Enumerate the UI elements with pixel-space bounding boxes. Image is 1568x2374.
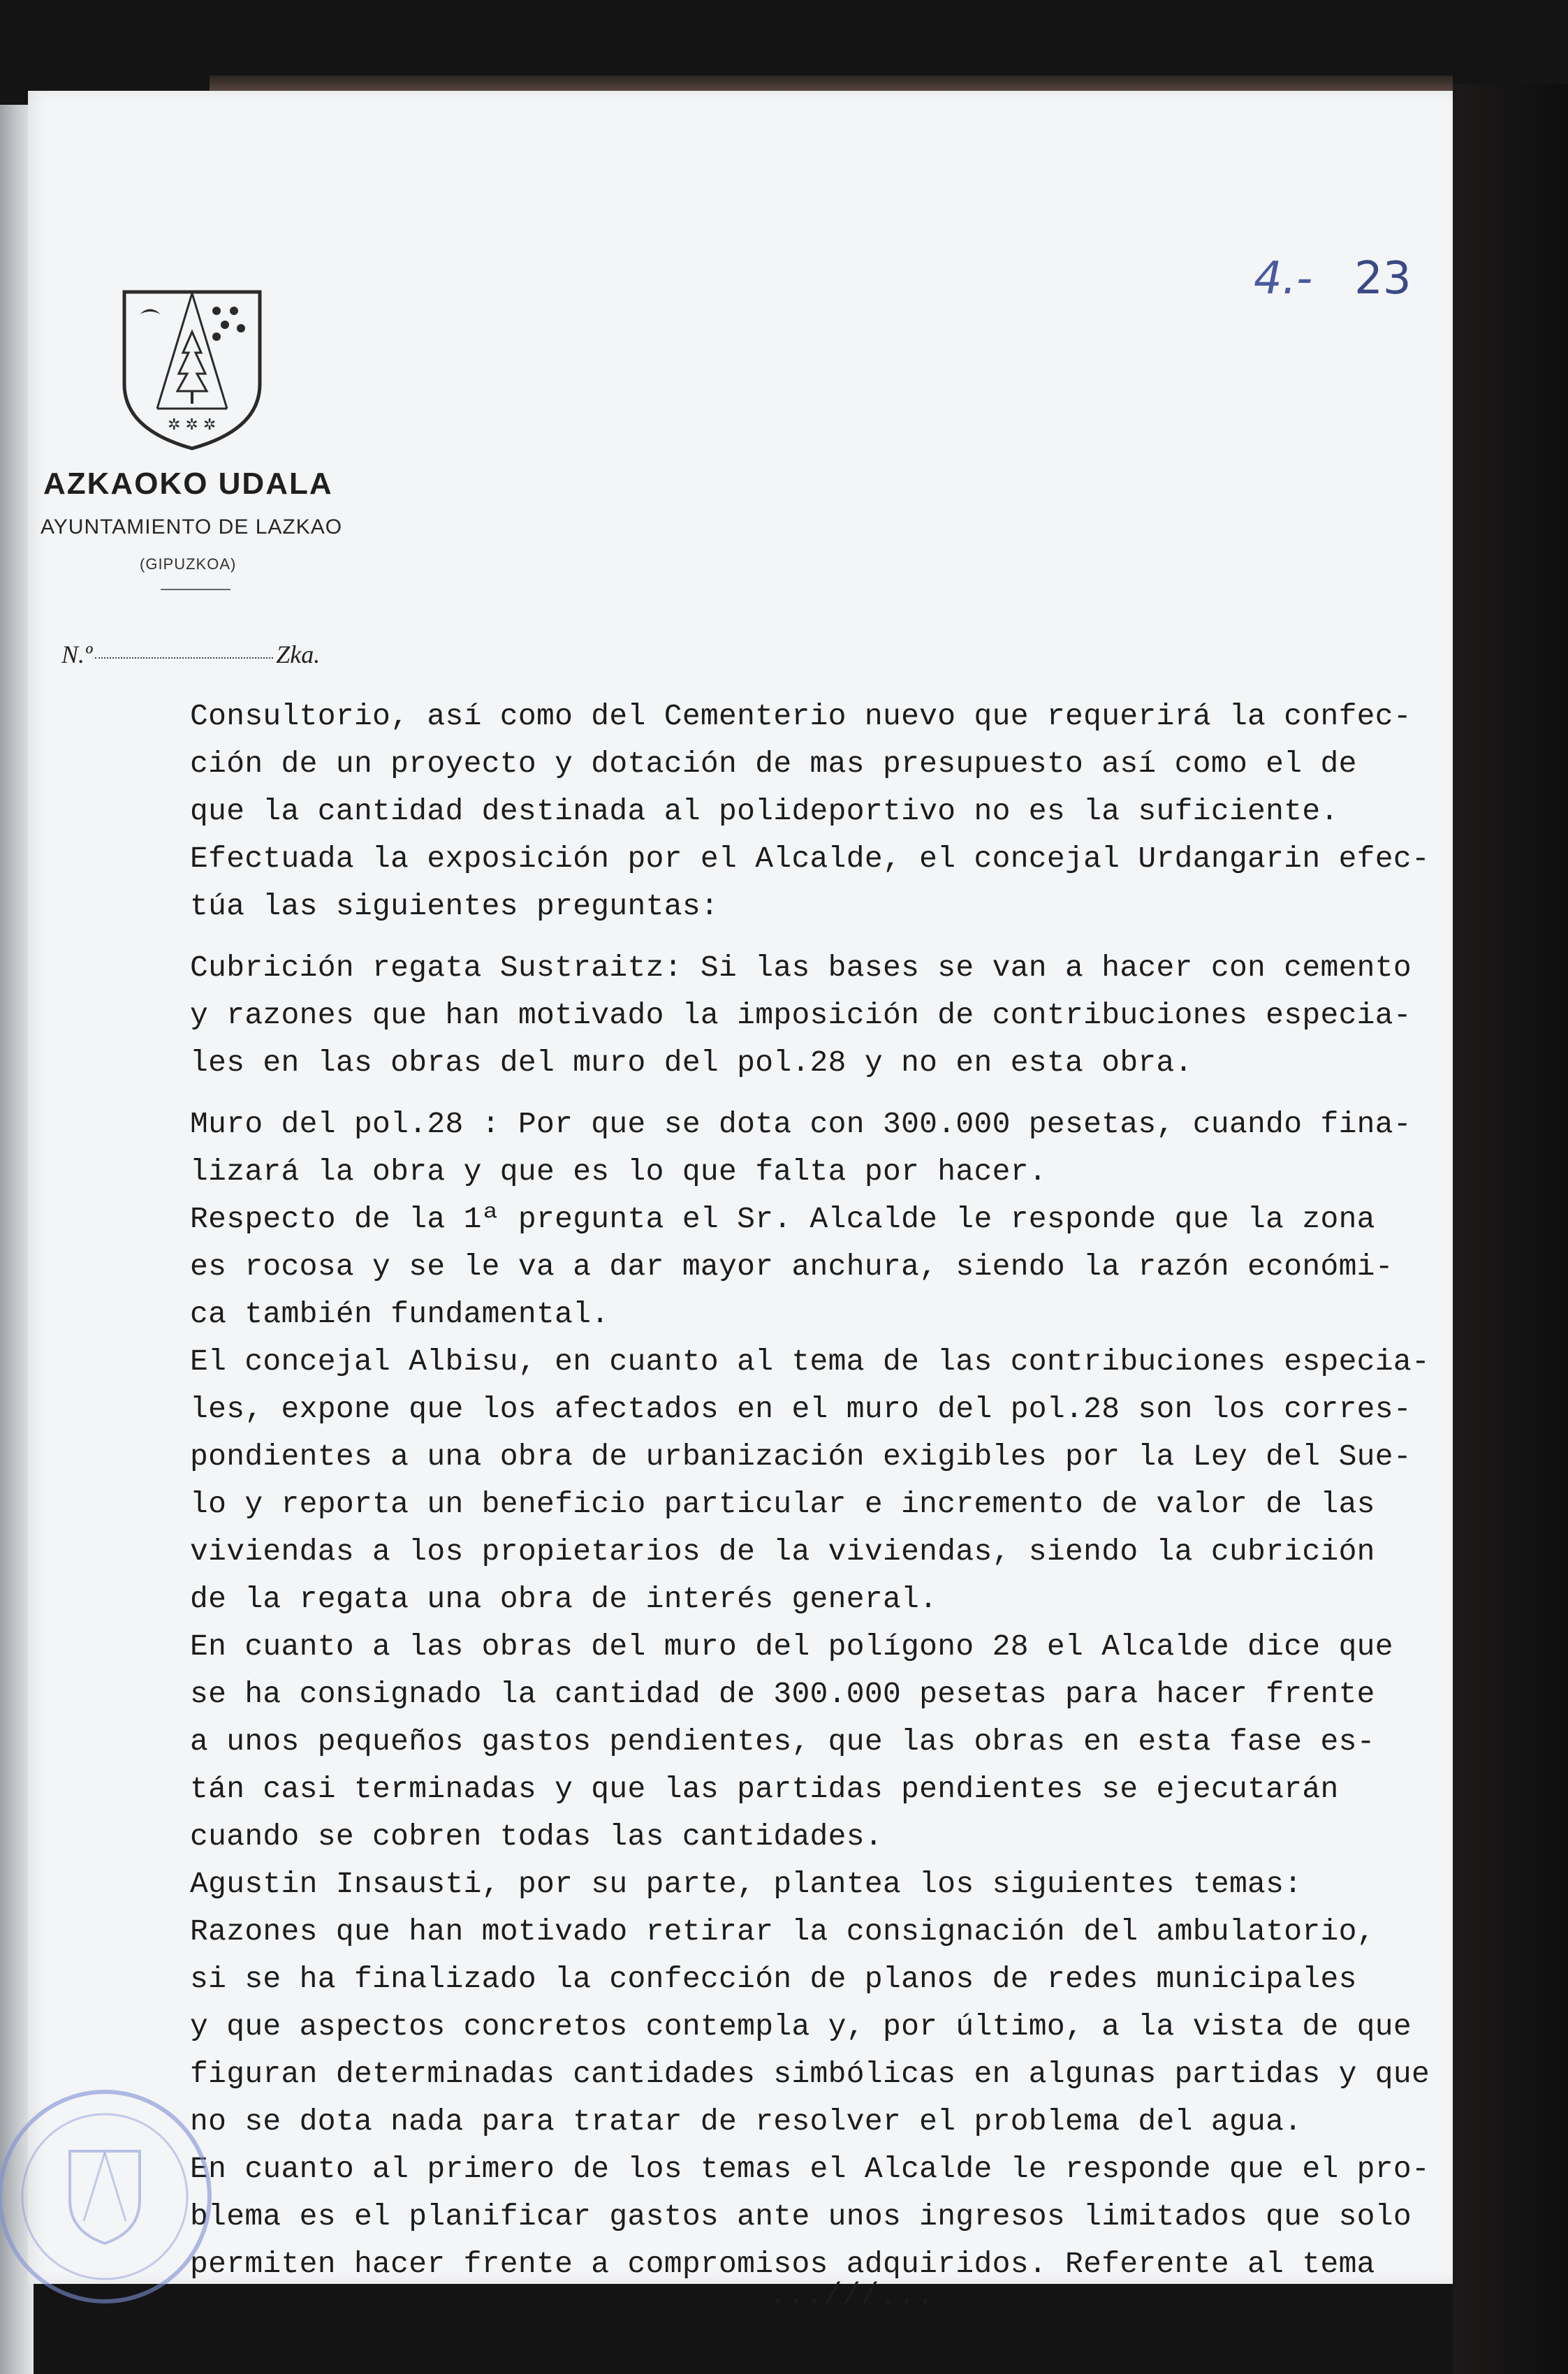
text-line: les, expone que los afectados en el muro del pol.28 son los corres- [190,1392,1412,1426]
text-line: El concejal Albisu, en cuanto al tema de las contribuciones especia- [190,1344,1430,1379]
text-line: permiten hacer frente a compromisos adquiridos. Referente al tema [190,2247,1375,2281]
document-page [28,91,1453,2284]
text-line: túa las siguientes preguntas: [190,889,719,923]
typed-page-number: 23 [1354,253,1412,305]
text-line: Cubrición regata Sustraitz: Si las bases se van a hacer con cemento [190,951,1412,985]
text-line: les en las obras del muro del pol.28 y no en esta obra. [190,1046,1193,1080]
text-line: de la regata una obra de interés general. [190,1582,938,1616]
text-line: Respecto de la 1ª pregunta el Sr. Alcalde le responde que la zona [190,1202,1375,1236]
text-line: En cuanto al primero de los temas el Alcalde le responde que el pro- [190,2152,1430,2186]
text-line: no se dota nada para tratar de resolver el problema del agua. [190,2104,1303,2139]
divider [161,589,230,590]
text-line: viviendas a los propietarios de la viviendas, siendo la cubrición [190,1534,1375,1569]
text-line: Muro del pol.28 : Por que se dota con 300.000 pesetas, cuando fina- [190,1107,1412,1141]
reference-number-line [61,640,320,669]
ref-suffix: Zka. [276,640,321,668]
text-line: que la cantidad destinada al polideportivo no es la suficiente. [190,794,1339,828]
org-title: AZKAOKO UDALA [43,467,333,501]
ref-blank [95,657,273,659]
text-line: a unos pequeños gastos pendientes, que las obras en esta fase es- [190,1724,1375,1759]
text-line: Agustin Insausti, por su parte, plantea los siguientes temas: [190,1867,1303,1901]
text-line: lo y reporta un beneficio particular e incremento de valor de las [190,1487,1375,1521]
org-province: (GIPUZKOA) [140,555,237,573]
text-line: si se ha finalizado la confección de planos de redes municipales [190,1962,1357,1996]
municipal-seal-stamp-icon [0,2060,230,2333]
text-line: figuran determinadas cantidades simbólicas en algunas partidas y que [190,2057,1430,2091]
text-line: Razones que han motivado retirar la consignación del ambulatorio, [190,1914,1375,1949]
text-line: pondientes a una obra de urbanización exigibles por la Ley del Sue- [190,1439,1412,1474]
text-line: lizará la obra y que es lo que falta por hacer. [190,1155,1047,1189]
text-line: cuando se cobren todas las cantidades. [190,1819,883,1854]
text-line: es rocosa y se le va a dar mayor anchura, siendo la razón económi- [190,1250,1393,1284]
text-line: y que aspectos concretos contempla y, por último, a la vista de que [190,2009,1412,2044]
svg-text:✲ ✲ ✲: ✲ ✲ ✲ [168,416,217,434]
text-line: ca también fundamental. [190,1297,610,1331]
text-line: Efectuada la exposición por el Alcalde, el concejal Urdangarin efec- [190,842,1430,876]
text-line: y razones que han motivado la imposición de contribuciones especia- [190,998,1412,1032]
ref-prefix: N.º [61,640,93,668]
text-line: En cuanto a las obras del muro del polígono 28 el Alcalde dice que [190,1629,1393,1664]
municipal-coat-of-arms-icon [119,286,265,454]
paragraph-gap [190,1087,1489,1101]
paragraph-gap [190,930,1489,944]
text-line: tán casi terminadas y que las partidas pendientes se ejecutarán [190,1772,1339,1806]
text-line: blema es el planificar gastos ante unos ingresos limitados que solo [190,2199,1412,2234]
org-subtitle: AYUNTAMIENTO DE LAZKAO [41,515,343,538]
text-line: Consultorio, así como del Cementerio nuevo que requerirá la confec- [190,699,1412,733]
text-line: se ha consignado la cantidad de 300.000 pesetas para hacer frente [190,1677,1375,1711]
handwritten-page-number: 4.- [1254,253,1313,305]
text-line: ción de un proyecto y dotación de mas presupuesto así como el de [190,747,1357,781]
continuation-mark: ...///... [768,2278,935,2313]
page-number [1254,253,1412,305]
body-text [190,693,1489,2288]
